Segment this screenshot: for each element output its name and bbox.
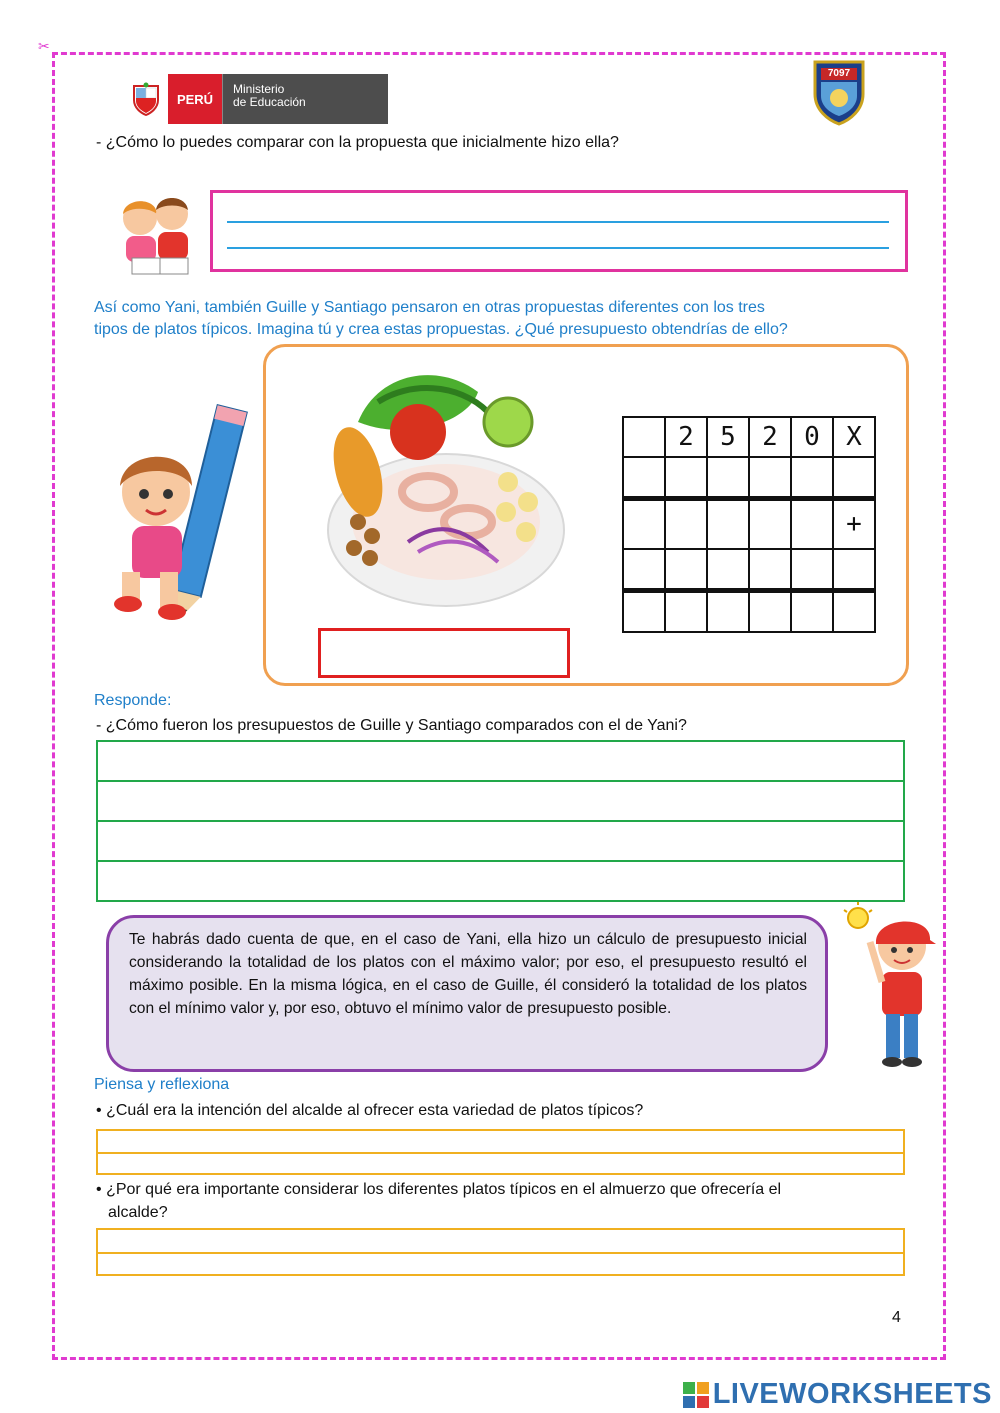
plus-sign: + [833, 499, 875, 549]
page-number: 4 [892, 1309, 901, 1326]
kids-reading-illustration [110, 188, 202, 280]
grid-cell-input[interactable] [707, 457, 749, 499]
grid-cell-input[interactable] [707, 549, 749, 591]
boy-idea-illustration [840, 902, 936, 1072]
peru-shield-icon [124, 74, 168, 124]
calculation-grid [622, 416, 876, 633]
grid-cell: 5 [707, 417, 749, 457]
ministry-name [222, 74, 388, 124]
reflect-question-1 [96, 1102, 643, 1120]
scissors-icon: ✂ [38, 38, 50, 54]
grid-cell-input[interactable] [665, 457, 707, 499]
reflect-q2-text-line1: ¿Por qué era importante considerar los diferentes platos típicos en el almuerzo que ofrecería el [106, 1181, 782, 1198]
grid-cell-input[interactable] [749, 499, 791, 549]
girl-with-pencil-illustration [98, 400, 258, 628]
answer-line [98, 1152, 903, 1154]
grid-cell-input[interactable] [623, 457, 665, 499]
grid-cell-input[interactable] [749, 549, 791, 591]
grid-cell-input[interactable] [665, 549, 707, 591]
reflect-q2-text-line2: alcalde? [108, 1204, 168, 1221]
grid-cell: X [833, 417, 875, 457]
ministry-logo [124, 74, 388, 124]
answer-line [98, 1252, 903, 1254]
question-compare: - ¿Cómo lo puedes comparar con la propuesta que inicialmente hizo ella? [96, 134, 619, 151]
grid-cell-input[interactable] [665, 499, 707, 549]
grid-cell-input[interactable] [833, 590, 875, 632]
responde-heading: Responde: [94, 692, 172, 709]
answer-box-budgets[interactable] [96, 740, 905, 902]
peru-label: PERÚ [168, 74, 222, 124]
grid-cell-input[interactable] [833, 549, 875, 591]
answer-line [98, 820, 903, 822]
grid-cell-input[interactable] [749, 590, 791, 632]
answer-box-compare[interactable] [210, 190, 908, 272]
ministry-line2: de Educación [233, 95, 306, 109]
grid-cell-input[interactable] [665, 590, 707, 632]
grid-cell-input[interactable] [791, 549, 833, 591]
grid-cell-input[interactable] [791, 590, 833, 632]
bullet: • [96, 1102, 102, 1119]
question-budgets: - ¿Cómo fueron los presupuestos de Guille y Santiago comparados con el de Yani? [96, 717, 687, 734]
liveworksheets-text: LIVEWORKSHEETS [712, 1378, 992, 1410]
grid-cell: 2 [665, 417, 707, 457]
grid-cell-input[interactable] [791, 457, 833, 499]
grid-cell-input[interactable] [623, 499, 665, 549]
reflect-question-2 [96, 1178, 906, 1224]
school-number: 7097 [827, 68, 851, 79]
grid-cell: 2 [749, 417, 791, 457]
grid-cell-input[interactable] [623, 549, 665, 591]
answer-line [98, 860, 903, 862]
liveworksheets-logo [683, 1378, 992, 1411]
grid-cell-input[interactable] [791, 499, 833, 549]
ministry-line1: Ministerio [233, 82, 285, 96]
grid-cell: 0 [791, 417, 833, 457]
reflect-heading: Piensa y reflexiona [94, 1076, 230, 1093]
answer-line [227, 247, 889, 249]
liveworksheets-icon [683, 1382, 709, 1408]
reflect-q1-text: ¿Cuál era la intención del alcalde al ofrecer esta variedad de platos típicos? [106, 1102, 644, 1119]
bullet: • [96, 1181, 102, 1198]
school-crest-icon [812, 58, 866, 126]
answer-box-importance[interactable] [96, 1228, 905, 1276]
explanation-note [106, 915, 828, 1072]
grid-cell-input[interactable] [833, 457, 875, 499]
instruction-line1: Así como Yani, también Guille y Santiago pensaron en otras propuestas diferentes con los tres [94, 299, 765, 316]
dish-name-input[interactable] [318, 628, 570, 678]
ceviche-plate-illustration [318, 352, 568, 614]
grid-cell-input[interactable] [749, 457, 791, 499]
answer-line [98, 780, 903, 782]
answer-box-intention[interactable] [96, 1129, 905, 1175]
grid-cell [623, 417, 665, 457]
grid-cell-input[interactable] [707, 590, 749, 632]
grid-cell-input[interactable] [707, 499, 749, 549]
answer-line [227, 221, 889, 223]
explanation-text: Te habrás dado cuenta de que, en el caso de Yani, ella hizo un cálculo de presupuesto inicial considerando la totalidad de los platos con el máximo valor; por eso, el presupuesto resultó el máximo posible. En la misma lógica, en el caso de Guille, él consideró la totalidad de los platos con el mínimo valor y, por eso, obtuvo el mínimo valor de presupuesto posible. [129, 931, 807, 1017]
grid-cell-input[interactable] [623, 590, 665, 632]
instruction-text [94, 297, 788, 341]
instruction-line2: tipos de platos típicos. Imagina tú y crea estas propuestas. ¿Qué presupuesto obtendrías de ello? [94, 321, 788, 338]
